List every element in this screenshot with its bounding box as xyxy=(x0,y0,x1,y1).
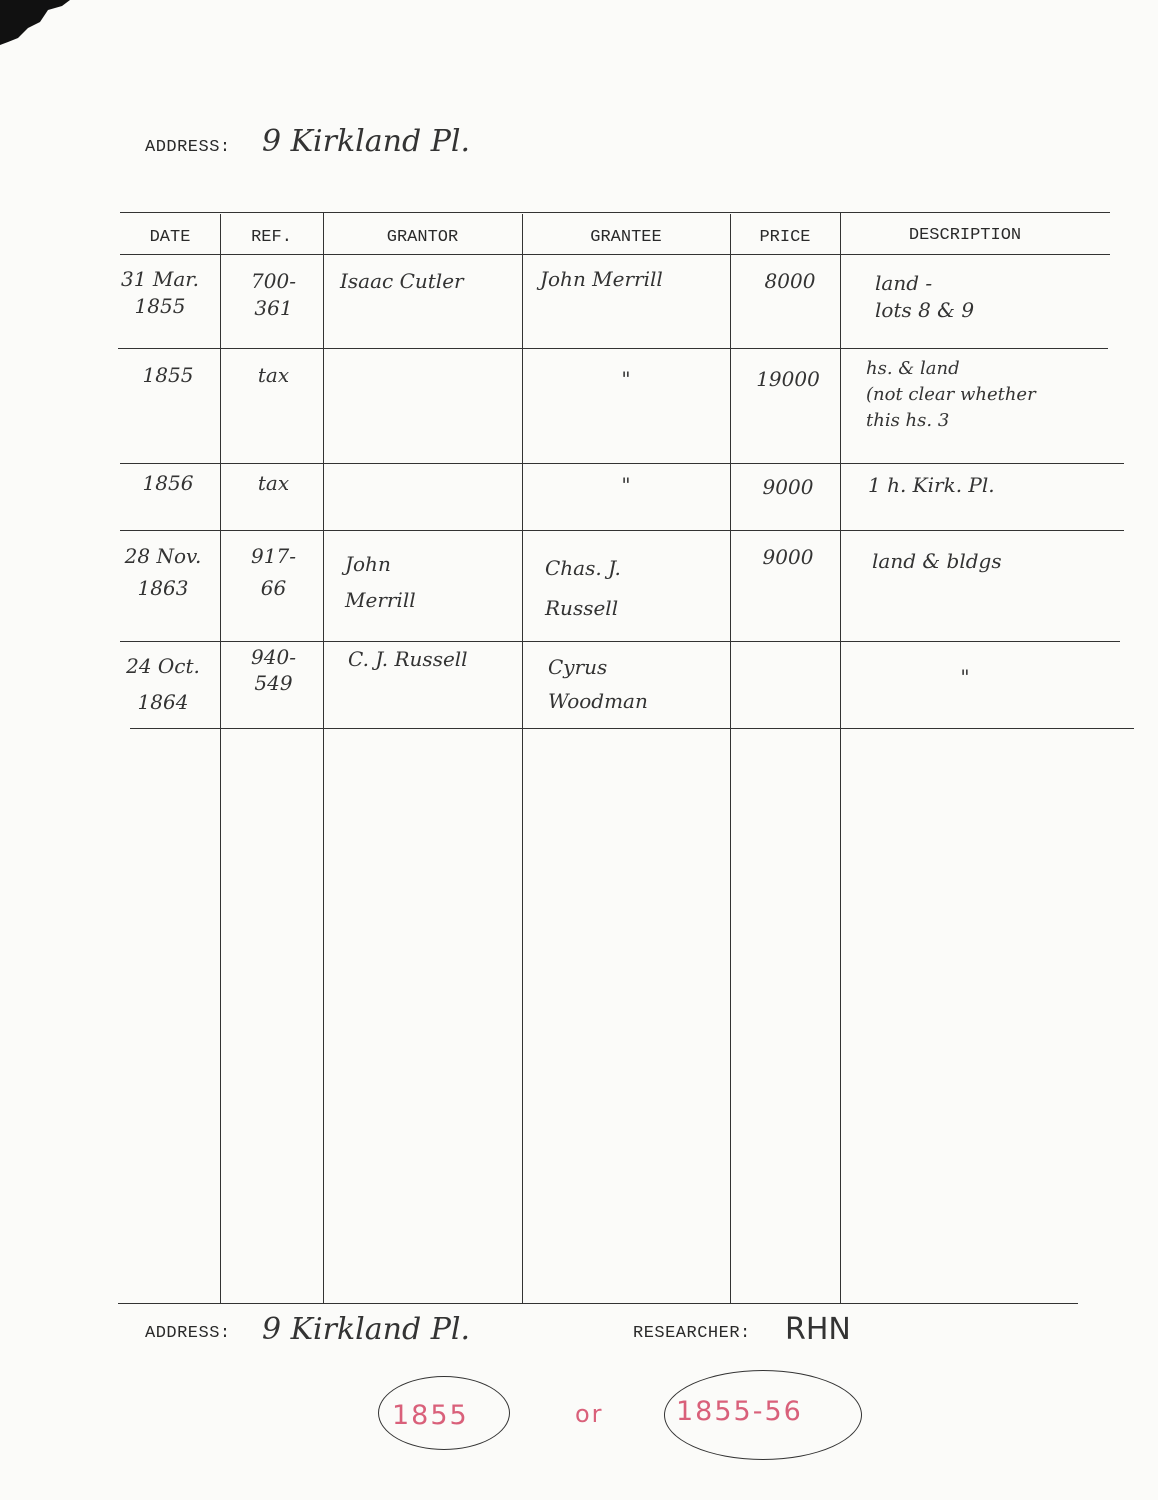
address-label: ADDRESS: xyxy=(145,138,231,157)
table-bottom-rule xyxy=(118,1303,1078,1304)
table-cell-date: 28 Nov. 1863 xyxy=(124,544,202,600)
table-cell-ref: tax xyxy=(257,363,290,387)
table-header-rule xyxy=(120,254,1110,255)
row-divider xyxy=(120,530,1124,531)
header-description: DESCRIPTION xyxy=(908,226,1022,245)
row-divider xyxy=(130,728,1134,729)
row-divider xyxy=(118,348,1108,349)
table-cell-price: 8000 xyxy=(764,269,816,293)
table-cell-date: 1856 xyxy=(142,471,194,495)
table-cell-date: 1855 xyxy=(142,363,194,387)
table-cell-grantor: John Merrill xyxy=(345,552,416,612)
table-cell-ref: 917- 66 xyxy=(251,544,296,600)
table-cell-date: 31 Mar. 1855 xyxy=(121,267,199,318)
table-cell-description: land & bldgs xyxy=(872,549,1002,573)
table-cell-grantee: " xyxy=(621,473,631,497)
header-date: DATE xyxy=(149,228,191,247)
address-value: 9 Kirkland Pl. xyxy=(262,124,471,159)
col-divider xyxy=(730,214,731,1304)
row-divider xyxy=(120,463,1124,464)
table-cell-description: land - lots 8 & 9 xyxy=(875,271,975,322)
table-cell-grantee: Cyrus Woodman xyxy=(548,655,648,713)
header-price: PRICE xyxy=(759,228,811,247)
row-divider xyxy=(120,641,1120,642)
header-grantee: GRANTEE xyxy=(590,228,662,247)
circled-date-1: 1855 xyxy=(392,1400,469,1431)
table-cell-price: 19000 xyxy=(756,367,820,391)
table-cell-price: 9000 xyxy=(762,475,814,499)
footer-address-label: ADDRESS: xyxy=(145,1324,231,1343)
table-cell-date: 24 Oct. 1864 xyxy=(126,654,200,714)
table-cell-grantee: John Merrill xyxy=(540,267,663,291)
table-top-rule xyxy=(120,212,1110,213)
researcher-label: RESEARCHER: xyxy=(633,1324,751,1343)
table-cell-description: 1 h. Kirk. Pl. xyxy=(868,473,995,497)
table-cell-description: " xyxy=(960,665,970,689)
table-cell-grantor: Isaac Cutler xyxy=(340,269,464,293)
table-cell-price: 9000 xyxy=(762,545,814,569)
researcher-value: RHN xyxy=(785,1312,851,1347)
circled-date-2: 1855-56 xyxy=(676,1396,803,1427)
torn-corner xyxy=(0,0,70,45)
table-cell-description: hs. & land (not clear whether this hs. 3 xyxy=(866,358,1036,431)
table-cell-ref: 940- 549 xyxy=(251,645,296,695)
table-cell-ref: 700- 361 xyxy=(251,269,296,320)
table-cell-grantee: Chas. J. Russell xyxy=(545,556,621,620)
col-divider xyxy=(323,212,324,1304)
or-text: or xyxy=(575,1400,604,1428)
header-grantor: GRANTOR xyxy=(386,228,459,247)
header-ref: REF. xyxy=(251,228,292,247)
table-cell-ref: tax xyxy=(257,471,290,495)
footer-address-value: 9 Kirkland Pl. xyxy=(262,1312,471,1347)
table-cell-grantor: C. J. Russell xyxy=(348,647,468,671)
table-cell-grantee: " xyxy=(621,367,631,391)
col-divider xyxy=(840,212,841,1304)
col-divider xyxy=(220,214,221,1304)
